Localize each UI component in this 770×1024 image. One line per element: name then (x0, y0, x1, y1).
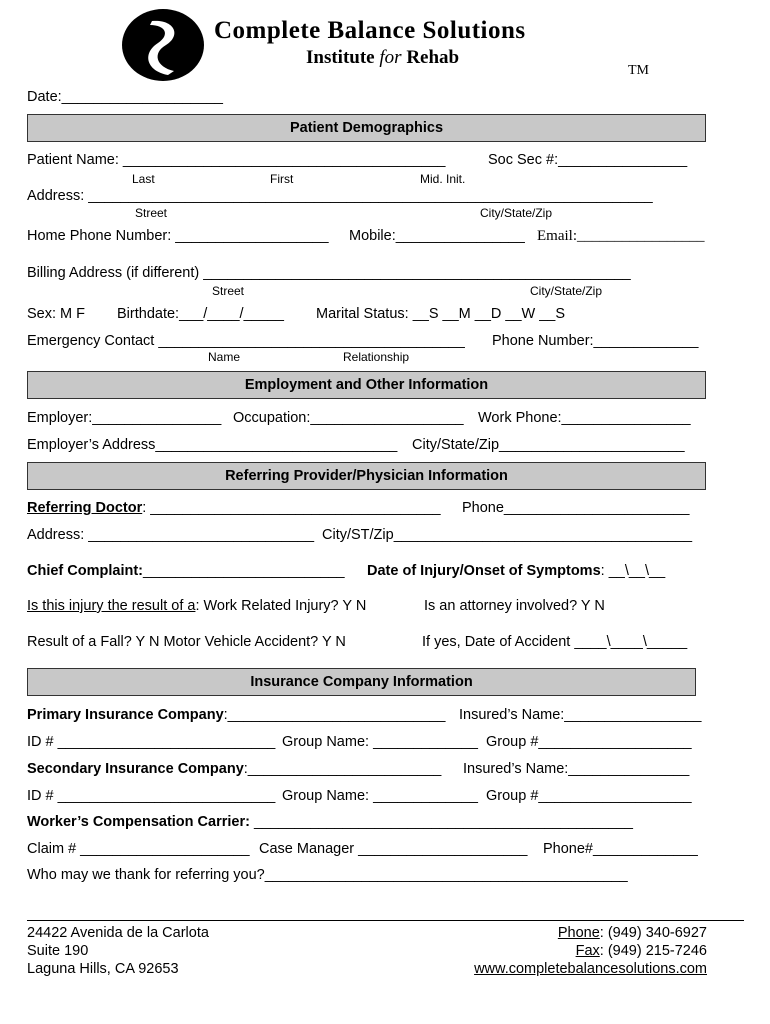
attorney-field[interactable]: Is an attorney involved? Y N (424, 598, 605, 614)
case-manager-phone-field[interactable]: Phone#_____________ (543, 841, 698, 857)
sub-label-city: City/State/Zip (480, 206, 553, 220)
secondary-group-number-field[interactable]: Group #___________________ (486, 788, 692, 804)
trademark: TM (628, 63, 649, 78)
mobile-field[interactable]: Mobile:________________ (349, 228, 525, 244)
sub-label-billing-city: City/State/Zip (530, 284, 603, 298)
case-manager-field[interactable]: Case Manager _____________________ (259, 841, 528, 857)
secondary-id-field[interactable]: ID # ___________________________ (27, 788, 276, 804)
primary-group-number-field[interactable]: Group #___________________ (486, 734, 692, 750)
injury-result-field[interactable]: Is this injury the result of a: Work Related Injury? Y N (27, 598, 367, 614)
email-field[interactable]: Email:_________________ (537, 228, 705, 244)
workers-comp-field[interactable]: Worker’s Compensation Carrier: _______________________________________________ (27, 814, 633, 830)
primary-insured-name-field[interactable]: Insured’s Name:_________________ (459, 707, 702, 723)
billing-address-field[interactable]: Billing Address (if different) _____________________________________________________ (27, 265, 631, 281)
footer-address-line1: 24422 Avenida de la Carlota (27, 925, 209, 941)
soc-sec-field[interactable]: Soc Sec #:________________ (488, 152, 688, 168)
employer-city-field[interactable]: City/State/Zip_______________________ (412, 437, 685, 453)
chief-complaint-field[interactable]: Chief Complaint:_________________________ (27, 563, 345, 579)
referring-doctor-field[interactable]: Referring Doctor: ____________________________________ (27, 500, 441, 516)
birthdate-field[interactable]: Birthdate:___/____/_____ (117, 306, 284, 322)
primary-group-name-field[interactable]: Group Name: _____________ (282, 734, 478, 750)
footer-address-line2: Suite 190 (27, 943, 89, 959)
home-phone-field[interactable]: Home Phone Number: ___________________ (27, 228, 329, 244)
referring-city-field[interactable]: City/ST/Zip_____________________________________ (322, 527, 693, 543)
referral-source-field[interactable]: Who may we thank for referring you?_____________________________________________ (27, 867, 628, 883)
footer-fax: Fax: (949) 215-7246 (575, 943, 707, 959)
sub-label-billing-street: Street (212, 284, 245, 298)
date-of-injury-field[interactable]: Date of Injury/Onset of Symptoms: __\__\__ (367, 563, 666, 579)
date-field[interactable]: Date:____________________ (27, 89, 223, 105)
sub-label-mid-init: Mid. Init. (420, 172, 466, 186)
company-subtitle: Institute for Rehab (306, 47, 460, 68)
footer-website-link[interactable]: www.completebalancesolutions.com (474, 961, 707, 977)
footer-address-line3: Laguna Hills, CA 92653 (27, 961, 179, 977)
claim-number-field[interactable]: Claim # _____________________ (27, 841, 250, 857)
employer-field[interactable]: Employer:________________ (27, 410, 222, 426)
secondary-insured-name-field[interactable]: Insured’s Name:_______________ (463, 761, 690, 777)
sub-label-last: Last (132, 172, 155, 186)
footer-divider (27, 920, 744, 921)
section-employment: Employment and Other Information (27, 371, 706, 399)
patient-name-field[interactable]: Patient Name: ________________________________________ (27, 152, 446, 168)
secondary-group-name-field[interactable]: Group Name: _____________ (282, 788, 478, 804)
sub-label-street: Street (135, 206, 168, 220)
wave-logo-icon (122, 9, 204, 81)
sub-label-relationship: Relationship (343, 350, 410, 364)
section-referring-provider: Referring Provider/Physician Information (27, 462, 706, 490)
sex-field[interactable]: Sex: M F (27, 306, 86, 322)
section-patient-demographics: Patient Demographics (27, 114, 706, 142)
sub-label-name: Name (208, 350, 241, 364)
emergency-contact-field[interactable]: Emergency Contact ______________________________________ (27, 333, 465, 349)
secondary-insurance-field[interactable]: Secondary Insurance Company:________________________ (27, 761, 442, 777)
primary-insurance-field[interactable]: Primary Insurance Company:___________________________ (27, 707, 446, 723)
company-name: Complete Balance Solutions (214, 17, 526, 44)
occupation-field[interactable]: Occupation:___________________ (233, 410, 464, 426)
fall-mva-field[interactable]: Result of a Fall? Y N Motor Vehicle Accident? Y N (27, 634, 346, 650)
section-insurance: Insurance Company Information (27, 668, 696, 696)
marital-status-field[interactable]: Marital Status: __S __M __D __W __S (316, 306, 566, 322)
address-field[interactable]: Address: ______________________________________________________________________ (27, 188, 653, 204)
referring-phone-field[interactable]: Phone_______________________ (462, 500, 690, 516)
sub-label-first: First (270, 172, 294, 186)
work-phone-field[interactable]: Work Phone:________________ (478, 410, 691, 426)
primary-id-field[interactable]: ID # ___________________________ (27, 734, 276, 750)
employer-address-field[interactable]: Employer’s Address______________________________ (27, 437, 398, 453)
footer-phone: Phone: (949) 340-6927 (557, 925, 707, 941)
emergency-phone-field[interactable]: Phone Number:_____________ (492, 333, 699, 349)
accident-date-field[interactable]: If yes, Date of Accident ____\____\_____ (422, 634, 688, 650)
referring-address-field[interactable]: Address: ____________________________ (27, 527, 315, 543)
